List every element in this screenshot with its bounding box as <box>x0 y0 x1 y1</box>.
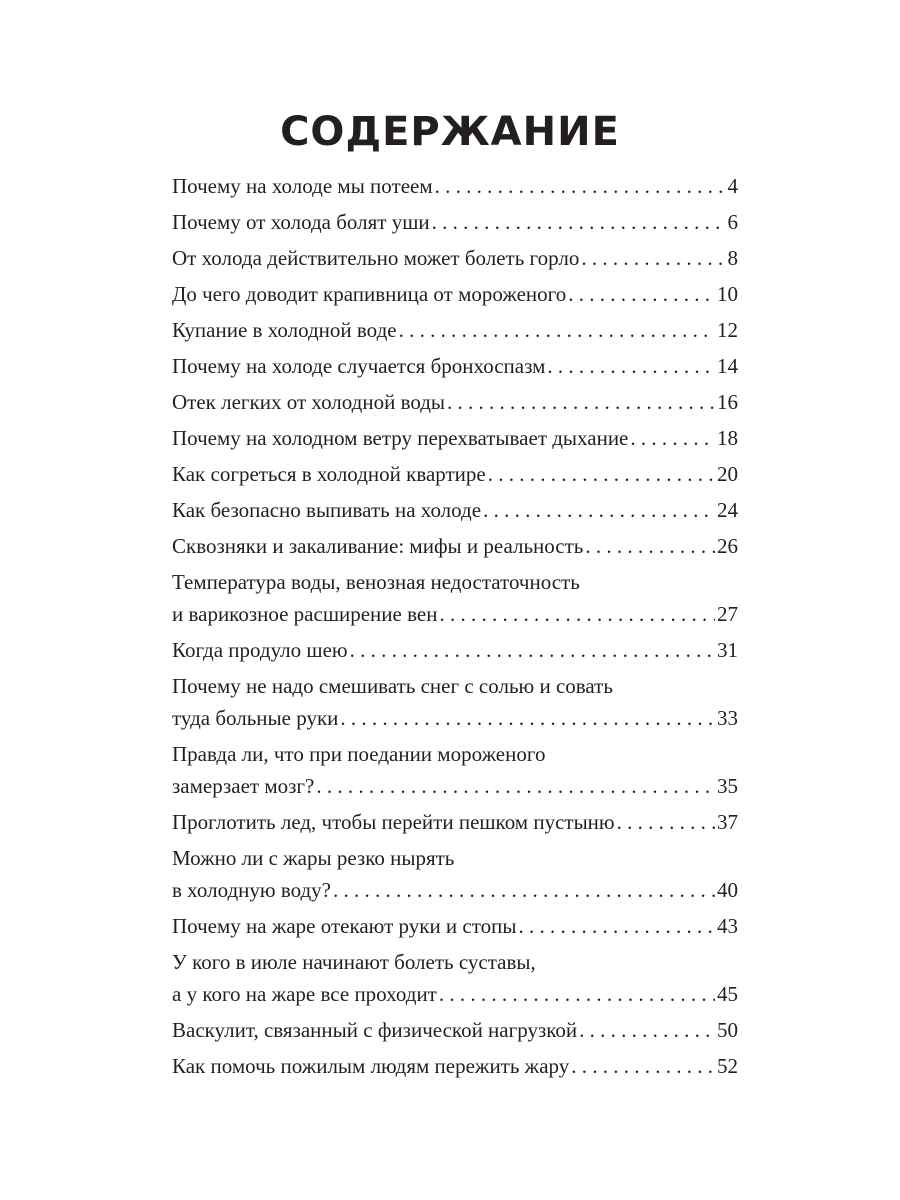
dot-leader <box>519 910 716 942</box>
toc-entry-title-line: Почему не надо смешивать снег с солью и совать <box>172 674 613 698</box>
toc-entry-title-line: Как помочь пожилым людям пережить жару <box>172 1054 570 1078</box>
toc-entry <box>172 206 738 238</box>
toc-page-number: 31 <box>717 638 738 662</box>
toc-entry-title-line: а у кого на жаре все проходит <box>172 982 437 1006</box>
dot-leader <box>435 170 726 202</box>
dot-leader <box>483 494 715 526</box>
dot-leader <box>350 634 715 666</box>
toc-page-number: 33 <box>717 706 738 730</box>
dot-leader <box>399 314 715 346</box>
toc-entry-title-line: Почему на холодном ветру перехватывает дыхание <box>172 426 629 450</box>
toc-entry <box>172 910 738 942</box>
toc-entry-title-line: Почему на холоде мы потеем <box>172 174 433 198</box>
toc-page-number: 35 <box>717 774 738 798</box>
toc-entry-title-line: Отек легких от холодной воды <box>172 390 446 414</box>
page-title: СОДЕРЖАНИЕ <box>280 109 620 155</box>
table-of-contents <box>172 170 738 1086</box>
toc-entry <box>172 842 738 906</box>
toc-entry-title-line: замерзает мозг? <box>172 774 315 798</box>
toc-page-number: 12 <box>717 318 738 342</box>
toc-entry <box>172 170 738 202</box>
toc-entry-title-line: Сквозняки и закаливание: мифы и реальность <box>172 534 584 558</box>
toc-entry <box>172 1050 738 1082</box>
toc-entry-title-line: Правда ли, что при поедании мороженого <box>172 742 546 766</box>
toc-entry-row <box>172 386 738 418</box>
toc-page-number: 24 <box>717 498 738 522</box>
toc-entry-title-line: Как согреться в холодной квартире <box>172 462 486 486</box>
toc-page-number: 26 <box>717 534 738 558</box>
toc-entry <box>172 458 738 490</box>
toc-entry <box>172 634 738 666</box>
dot-leader <box>439 978 715 1010</box>
toc-entry-row <box>172 910 738 942</box>
toc-entry-row <box>172 350 738 382</box>
toc-page-number: 52 <box>717 1054 738 1078</box>
toc-entry-title-line: в холодную воду? <box>172 878 331 902</box>
dot-leader <box>630 422 715 454</box>
toc-entry-row <box>172 422 738 454</box>
dot-leader <box>439 598 715 630</box>
toc-entry <box>172 386 738 418</box>
toc-entry <box>172 946 738 1010</box>
toc-entry-row <box>172 494 738 526</box>
toc-entry <box>172 242 738 274</box>
dot-leader <box>432 206 726 238</box>
toc-entry-row <box>172 206 738 238</box>
toc-entry-title-line: От холода действительно может болеть горло <box>172 246 580 270</box>
toc-entry-title-line: У кого в июле начинают болеть суставы, <box>172 950 536 974</box>
toc-entry-row <box>172 1014 738 1046</box>
dot-leader <box>340 702 715 734</box>
dot-leader <box>568 278 715 310</box>
toc-page-number: 20 <box>717 462 738 486</box>
dot-leader <box>488 458 715 490</box>
toc-entry-title-line: Васкулит, связанный с физической нагрузкой <box>172 1018 578 1042</box>
toc-page-number: 6 <box>727 210 738 234</box>
dot-leader <box>333 874 715 906</box>
toc-entry <box>172 670 738 734</box>
toc-page-number: 10 <box>717 282 738 306</box>
toc-entry <box>172 530 738 562</box>
toc-entry-title-line: Когда продуло шею <box>172 638 348 662</box>
toc-page-number: 16 <box>717 390 738 414</box>
toc-entry-row <box>172 702 738 734</box>
toc-page-number: 27 <box>717 602 738 626</box>
toc-page-number: 14 <box>717 354 738 378</box>
toc-entry-title-line: и варикозное расширение вен <box>172 602 438 626</box>
toc-entry-title-line: Почему на жаре отекают руки и стопы <box>172 914 517 938</box>
toc-entry <box>172 494 738 526</box>
toc-entry-title-line: Можно ли с жары резко нырять <box>172 846 455 870</box>
toc-page-number: 50 <box>717 1018 738 1042</box>
toc-entry-row <box>172 1050 738 1082</box>
toc-entry-row <box>172 770 738 802</box>
toc-entry-title-line: До чего доводит крапивница от мороженого <box>172 282 567 306</box>
dot-leader <box>579 1014 715 1046</box>
toc-entry <box>172 350 738 382</box>
toc-entry-title-line: Как безопасно выпивать на холоде <box>172 498 482 522</box>
toc-entry <box>172 278 738 310</box>
toc-entry <box>172 314 738 346</box>
toc-entry-row <box>172 314 738 346</box>
toc-page-number: 37 <box>717 810 738 834</box>
toc-entry-row <box>172 874 738 906</box>
toc-entry-title-line: Проглотить лед, чтобы перейти пешком пустыню <box>172 810 615 834</box>
toc-entry <box>172 806 738 838</box>
toc-entry <box>172 422 738 454</box>
dot-leader <box>547 350 715 382</box>
toc-entry-row <box>172 278 738 310</box>
toc-page-number: 4 <box>727 174 738 198</box>
toc-entry-row <box>172 170 738 202</box>
toc-entry-title-line: туда больные руки <box>172 706 339 730</box>
toc-entry-title-line: Почему от холода болят уши <box>172 210 430 234</box>
toc-page-number: 43 <box>717 914 738 938</box>
dot-leader <box>316 770 715 802</box>
toc-entry-row <box>172 634 738 666</box>
toc-entry-title-line: Купание в холодной воде <box>172 318 397 342</box>
toc-entry-title-line: Температура воды, венозная недостаточность <box>172 570 580 594</box>
toc-entry-row <box>172 530 738 562</box>
toc-page-number: 18 <box>717 426 738 450</box>
dot-leader <box>447 386 715 418</box>
toc-entry-row <box>172 242 738 274</box>
toc-entry-row <box>172 978 738 1010</box>
toc-entry <box>172 738 738 802</box>
toc-page-number: 8 <box>727 246 738 270</box>
dot-leader <box>617 806 715 838</box>
toc-entry-title-line: Почему на холоде случается бронхоспазм <box>172 354 546 378</box>
toc-entry-row <box>172 806 738 838</box>
toc-page-number: 45 <box>717 982 738 1006</box>
toc-entry <box>172 1014 738 1046</box>
dot-leader <box>581 242 725 274</box>
toc-entry-row <box>172 598 738 630</box>
toc-entry <box>172 566 738 630</box>
toc-page-number: 40 <box>717 878 738 902</box>
dot-leader <box>585 530 715 562</box>
toc-entry-row <box>172 458 738 490</box>
dot-leader <box>571 1050 715 1082</box>
